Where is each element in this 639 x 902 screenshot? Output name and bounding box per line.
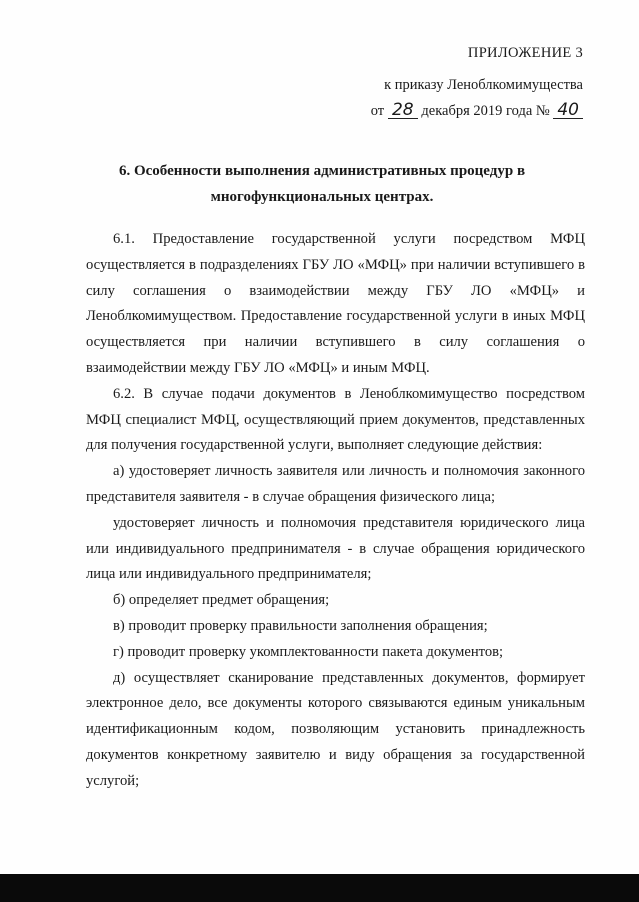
paragraph-6-1: 6.1. Предоставление государственной услуги посредством МФЦ осуществляется в подразделениях ГБУ ЛО «МФЦ» при наличии вступившего в силу соглашения о взаимодействии между ГБУ ЛО «МФЦ» и Леноблкомимуществом. Предоставление государственной услуги в иных МФЦ осуществляется при наличии вступившего в силу соглашения о взаимодействии между ГБУ ЛО «МФЦ» и иным МФЦ. — [86, 231, 585, 376]
document-body — [86, 227, 585, 795]
paragraph-item-b: б) определяет предмет обращения; — [113, 592, 330, 609]
paragraph-item-a: а) удостоверяет личность заявителя или личность и полномочия законного представителя заявителя - в случае обращения физического лица; — [86, 463, 585, 505]
scan-bottom-border — [0, 874, 639, 902]
handwritten-order-number: 40 — [553, 102, 583, 119]
paragraph-item-g: г) проводит проверку укомплектованности пакета документов; — [113, 643, 504, 660]
number-sign: № — [535, 103, 550, 119]
paragraph-item-d: д) осуществляет сканирование представленных документов, формирует электронное дело, все документы которого связываются единым уникальным идентификационным кодом, позволяющим установить принадлежность документов конкретному заявителю и виду обращения за государственной услугой; — [86, 669, 585, 789]
order-reference: к приказу Леноблкомимущества — [384, 77, 583, 93]
handwritten-day: 28 — [388, 102, 418, 119]
paragraph-item-v: в) проводит проверку правильности заполнения обращения; — [113, 617, 488, 634]
paragraph-6-2: 6.2. В случае подачи документов в Леноблкомимущество посредством МФЦ специалист МФЦ, осуществляющий прием документов, представленных для получения государственной услуги, выполняет следующие действия: — [86, 385, 585, 454]
section-title-line-2: многофункциональных центрах. — [210, 189, 434, 205]
date-prefix: от — [370, 103, 385, 119]
section-title-line-1: 6. Особенности выполнения административных процедур в — [118, 163, 526, 179]
appendix-label: ПРИЛОЖЕНИЕ 3 — [467, 45, 583, 61]
date-rest: декабря 2019 года — [421, 103, 533, 119]
order-date-line — [371, 102, 583, 120]
paragraph-legal-entity: удостоверяет личность и полномочия представителя юридического лица или индивидуального предпринимателя - в случае обращения юридического лица или индивидуального предпринимателя; — [86, 514, 585, 583]
